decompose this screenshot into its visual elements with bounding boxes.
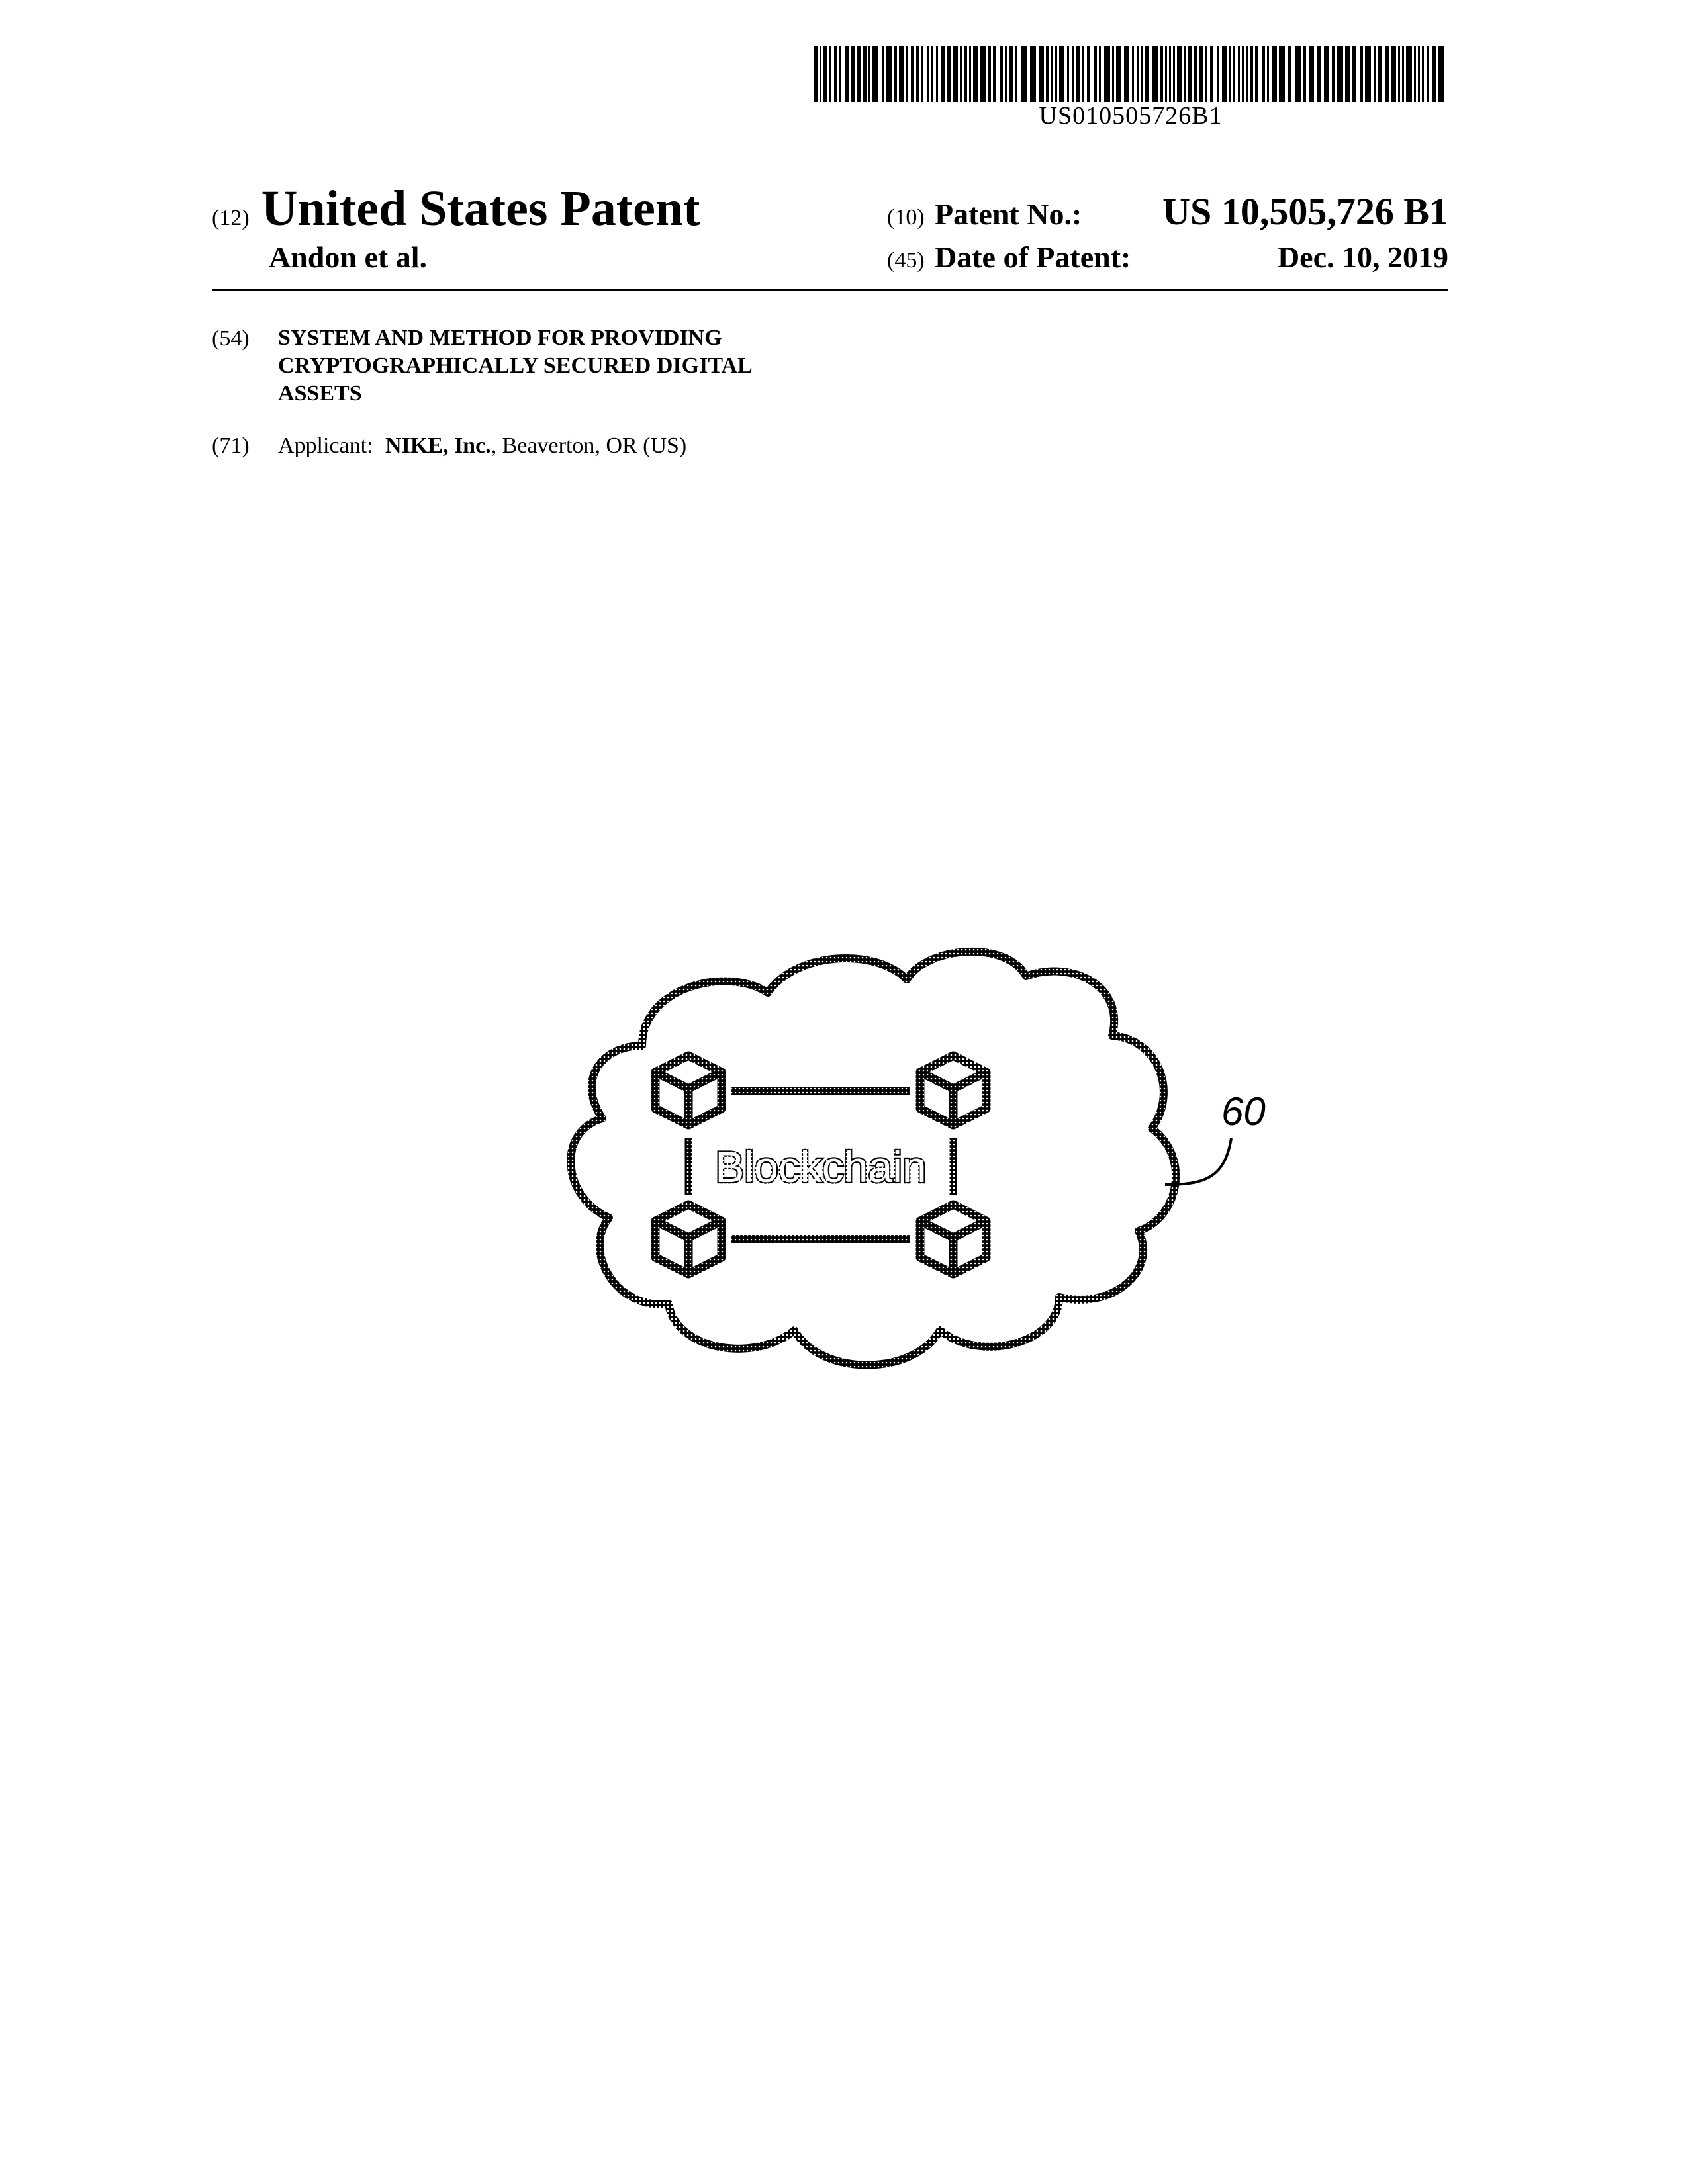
barcode-bar — [1217, 46, 1219, 102]
barcode-bar — [969, 46, 971, 102]
barcode-bar — [1378, 46, 1382, 102]
inid-code-45: (45) — [887, 248, 925, 273]
inid-code-12: (12) — [212, 206, 250, 230]
barcode-bar — [927, 46, 929, 102]
block-cube-icon — [655, 1205, 722, 1274]
barcode-bar — [1141, 46, 1143, 102]
barcode-bar — [1160, 46, 1163, 102]
barcode-bar — [973, 46, 978, 102]
barcode-bar — [1324, 46, 1329, 102]
barcode-bar — [1194, 46, 1197, 102]
barcode-graphic — [814, 46, 1447, 102]
barcode-bar — [1046, 46, 1049, 102]
barcode-bar — [1246, 46, 1248, 102]
barcode-bar — [1255, 46, 1258, 102]
barcode-bar — [947, 46, 951, 102]
patent-number-block — [887, 192, 1448, 281]
invention-title: SYSTEM AND METHOD FOR PROVIDING CRYPTOGRAPHICALLY SECURED DIGITAL ASSETS — [278, 326, 753, 406]
barcode-bar — [1267, 46, 1269, 102]
barcode-bar — [1099, 46, 1101, 102]
barcode-bar — [1210, 46, 1213, 102]
inid-code-71: (71) — [212, 433, 250, 458]
applicant-name: NIKE, Inc. — [385, 433, 491, 458]
barcode-bar — [1427, 46, 1429, 102]
barcode-bar — [1067, 46, 1069, 102]
barcode-bar — [1345, 46, 1350, 102]
barcode-bar — [1303, 46, 1306, 102]
barcode-bar — [1184, 46, 1186, 102]
barcode-bar — [882, 46, 884, 102]
patent-title-block — [212, 179, 874, 277]
barcode-bar — [953, 46, 958, 102]
barcode-bar — [1337, 46, 1343, 102]
barcode-bar — [1169, 46, 1171, 102]
reference-numeral: 60 — [1221, 1089, 1266, 1134]
barcode-bar — [1104, 46, 1110, 102]
barcode-bar — [1406, 46, 1412, 102]
barcode-bar — [1145, 46, 1149, 102]
barcode-bar — [1391, 46, 1396, 102]
patent-number-row — [887, 192, 1448, 238]
applicant-location: , Beaverton, OR (US) — [491, 433, 687, 458]
barcode-bar — [1205, 46, 1207, 102]
barcode-bar — [857, 46, 861, 102]
barcode-bar — [845, 46, 849, 102]
barcode-bar — [1360, 46, 1363, 102]
barcode-bar — [1132, 46, 1134, 102]
patent-number-label: Patent No.: — [935, 197, 1082, 231]
barcode-bar — [1124, 46, 1129, 102]
inventors: Andon et al. — [269, 240, 427, 274]
applicant — [278, 432, 686, 461]
barcode-bar — [899, 46, 904, 102]
barcode-bar — [964, 46, 967, 102]
barcode-bar — [834, 46, 837, 102]
barcode-bar — [1262, 46, 1265, 102]
barcode-bar — [1116, 46, 1121, 102]
barcode-bar — [1199, 46, 1203, 102]
barcode-bar — [1352, 46, 1356, 102]
barcode-bar — [1015, 46, 1017, 102]
barcode-bar — [1422, 46, 1424, 102]
barcode-number: US010505726B1 — [1039, 102, 1223, 130]
barcode-bar — [1152, 46, 1158, 102]
barcode-bar — [1072, 46, 1074, 102]
barcode-bar — [814, 46, 818, 102]
barcode-bar — [829, 46, 831, 102]
barcode-bar — [1112, 46, 1114, 102]
field-applicant — [212, 432, 686, 461]
barcode-bar — [872, 46, 878, 102]
barcode-bar — [936, 46, 938, 102]
patent-date-row — [887, 238, 1448, 281]
inid-code-10: (10) — [887, 205, 925, 230]
barcode-bar — [1076, 46, 1080, 102]
barcode-bar — [1438, 46, 1444, 102]
barcode-bar — [839, 46, 841, 102]
barcode-bar — [1000, 46, 1003, 102]
barcode-bar — [980, 46, 986, 102]
blockchain-cloud-figure — [503, 940, 1297, 1456]
blockchain-label: Blockchain — [715, 1142, 927, 1191]
barcode-bar — [1418, 46, 1420, 102]
barcode-bar — [1165, 46, 1167, 102]
barcode-bar — [1030, 46, 1036, 102]
barcode-bar — [1059, 46, 1064, 102]
barcode-bar — [868, 46, 870, 102]
barcode-bar — [1398, 46, 1400, 102]
barcode-bar — [1087, 46, 1090, 102]
barcode-bar — [1365, 46, 1371, 102]
barcode-bar — [931, 46, 933, 102]
barcode-bar — [1432, 46, 1436, 102]
barcode-bar — [1188, 46, 1192, 102]
barcode-bar — [1005, 46, 1007, 102]
barcode-bar — [1309, 46, 1314, 102]
barcode-bar — [1250, 46, 1253, 102]
barcode-bar — [1082, 46, 1084, 102]
barcode-bar — [1094, 46, 1097, 102]
barcode-bar — [916, 46, 919, 102]
barcode-bar — [1137, 46, 1139, 102]
inid-code-54: (54) — [212, 326, 250, 351]
patent-type: United States Patent — [261, 181, 700, 236]
barcode-bar — [1173, 46, 1175, 102]
barcode-bar — [1332, 46, 1335, 102]
barcode-bar — [1055, 46, 1057, 102]
barcode-bar — [886, 46, 892, 102]
barcode-bar — [1295, 46, 1301, 102]
barcode-bar — [1279, 46, 1285, 102]
barcode-bar — [911, 46, 914, 102]
barcode-bar — [1272, 46, 1277, 102]
header-divider — [212, 289, 1448, 291]
barcode-bar — [1233, 46, 1235, 102]
barcode-bar — [1288, 46, 1291, 102]
barcode-bar — [1374, 46, 1376, 102]
barcode-bar — [1402, 46, 1404, 102]
barcode-bar — [1414, 46, 1416, 102]
barcode-bar — [1177, 46, 1182, 102]
barcode-bar — [1385, 46, 1389, 102]
barcode-bar — [921, 46, 923, 102]
barcode-bar — [906, 46, 908, 102]
barcode-bar — [988, 46, 991, 102]
block-cube-icon — [655, 1056, 722, 1125]
barcode-bar — [1222, 46, 1227, 102]
barcode-bar — [1021, 46, 1027, 102]
barcode-bar — [851, 46, 855, 102]
barcode-bar — [863, 46, 867, 102]
barcode-bar — [1009, 46, 1013, 102]
barcode-bar — [1051, 46, 1053, 102]
barcode-bar — [941, 46, 945, 102]
barcode-bar — [1238, 46, 1240, 102]
barcode-bar — [894, 46, 897, 102]
barcode-bar — [1229, 46, 1231, 102]
barcode-bar — [820, 46, 821, 102]
block-cube-icon — [920, 1205, 986, 1274]
barcode-bar — [1317, 46, 1321, 102]
block-cube-icon — [920, 1056, 986, 1125]
barcode-bar — [1242, 46, 1244, 102]
barcode-bar — [993, 46, 996, 102]
applicant-label: Applicant: — [278, 433, 373, 458]
barcode-bar — [1039, 46, 1044, 102]
patent-number: US 10,505,726 B1 — [1162, 190, 1448, 233]
patent-date: Dec. 10, 2019 — [1277, 240, 1448, 274]
barcode-bar — [960, 46, 962, 102]
barcode-bar — [823, 46, 827, 102]
field-title — [212, 324, 874, 408]
patent-date-label: Date of Patent: — [935, 240, 1131, 274]
